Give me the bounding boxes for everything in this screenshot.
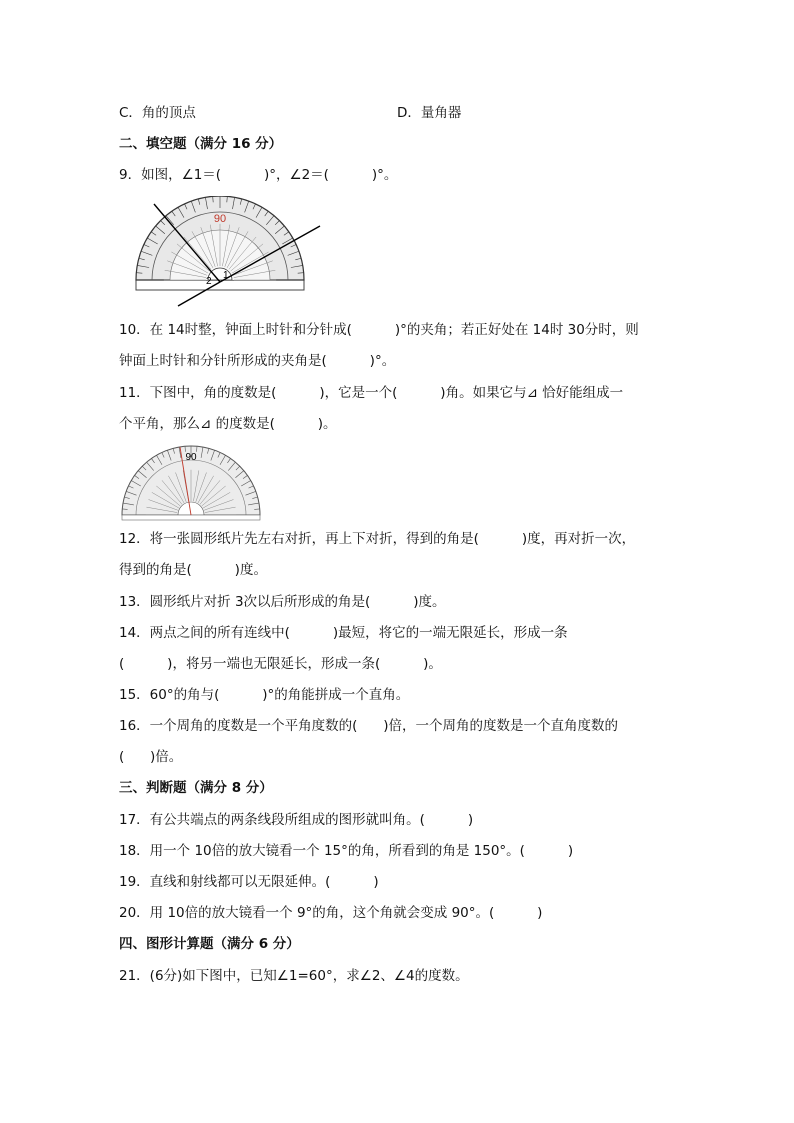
section-calc-heading: 四、图形计算题（满分 6 分） xyxy=(119,936,300,952)
protractor-90-label: 90 xyxy=(213,213,227,225)
option-d: D．量角器 xyxy=(397,105,462,121)
angle-2-label: 2 xyxy=(206,276,212,287)
question-16-line-1: 16．一个周角的度数是一个平角度数的( )倍，一个周角的度数是一个直角度数的 xyxy=(119,718,618,734)
question-11-line-1: 11．下图中，角的度数是( )，它是一个( )角。如果它与⊿ 恰好能组成一 xyxy=(119,385,624,401)
section-fill-blank-heading: 二、填空题（满分 16 分） xyxy=(119,136,283,152)
question-12-line-2: 得到的角是( )度。 xyxy=(119,562,267,578)
question-15: 15．60°的角与( )°的角能拼成一个直角。 xyxy=(119,687,410,703)
option-c: C．角的顶点 xyxy=(119,105,196,121)
question-20: 20．用 10倍的放大镜看一个 9°的角，这个角就会变成 90°。( ) xyxy=(119,905,543,921)
angle-1-label: 1 xyxy=(223,270,229,281)
question-19: 19．直线和射线都可以无限延伸。( ) xyxy=(119,874,379,890)
question-12-line-1: 12．将一张圆形纸片先左右对折，再上下对折，得到的角是( )度，再对折一次， xyxy=(119,531,636,547)
question-17: 17．有公共端点的两条线段所组成的图形就叫角。( ) xyxy=(119,812,474,828)
protractor-figure-1 xyxy=(130,196,330,308)
section-judge-heading: 三、判断题（满分 8 分） xyxy=(119,780,273,796)
question-10-line-1: 10．在 14时整，钟面上时针和分针成( )°的夹角；若正好处在 14时 30分时，则 xyxy=(119,322,639,338)
question-11-line-2: 个平角，那么⊿ 的度数是( )。 xyxy=(119,416,337,432)
question-14-line-1: 14．两点之间的所有连线中( )最短，将它的一端无限延长，形成一条 xyxy=(119,625,568,641)
question-16-line-2: ( )倍。 xyxy=(119,749,183,765)
question-10-line-2: 钟面上时针和分针所形成的夹角是( )°。 xyxy=(119,353,396,369)
question-21: 21．(6分)如下图中，已知∠1=60°，求∠2、∠4的度数。 xyxy=(119,968,469,984)
protractor-figure-2 xyxy=(118,443,264,523)
question-14-line-2: ( )，将另一端也无限延长，形成一条( )。 xyxy=(119,656,442,672)
protractor-90-label: 90 xyxy=(185,452,197,463)
question-9: 9．如图，∠1＝( )°，∠2＝( )°。 xyxy=(119,167,398,183)
question-13: 13．圆形纸片对折 3次以后所形成的角是( )度。 xyxy=(119,594,446,610)
question-18: 18．用一个 10倍的放大镜看一个 15°的角，所看到的角是 150°。( ) xyxy=(119,843,574,859)
